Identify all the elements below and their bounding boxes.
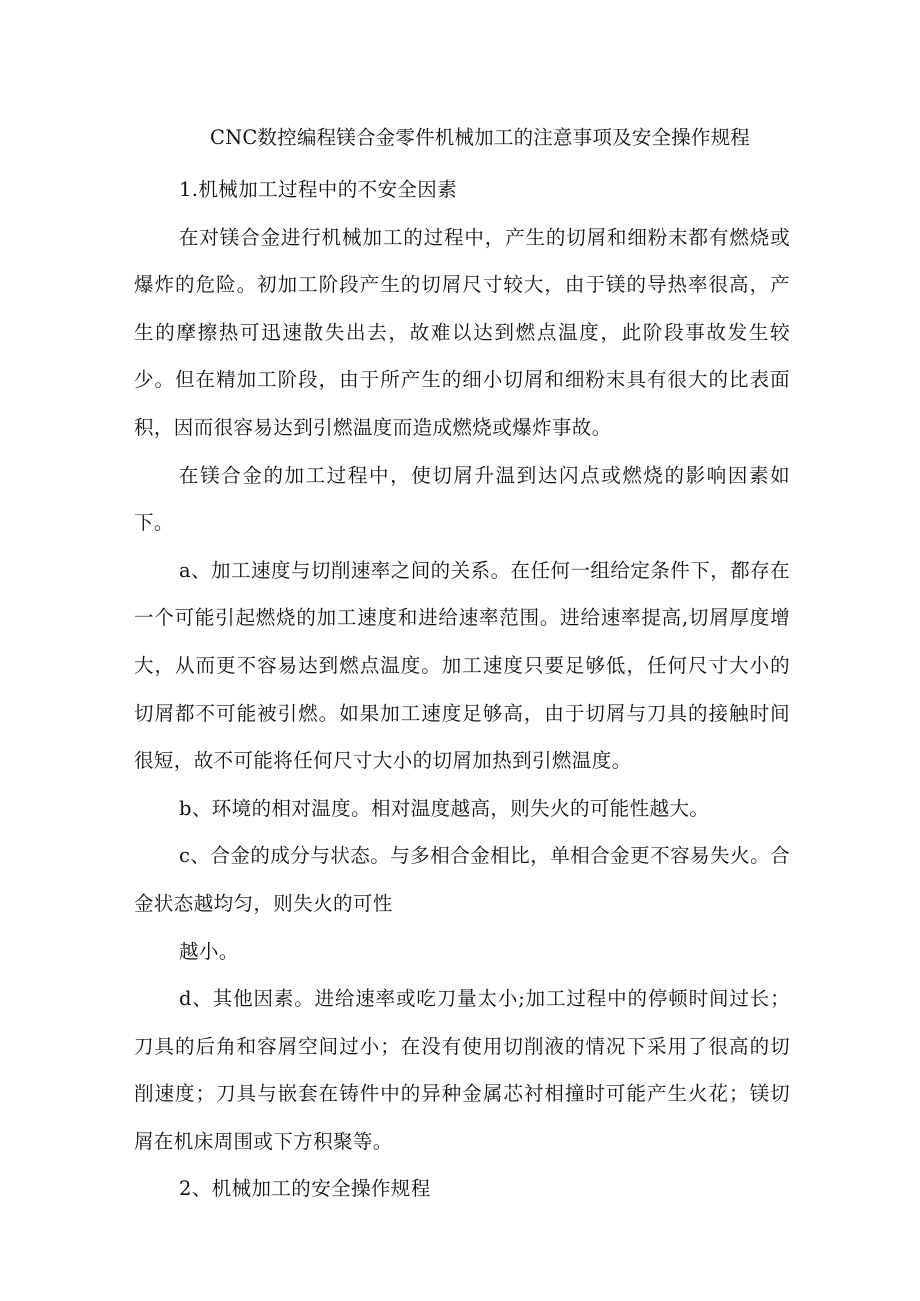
title-spacer — [134, 158, 790, 166]
paragraph-factor-a: a、加工速度与切削速率之间的关系。在任何一组给定条件下，都存在一个可能引起燃烧的加工速度和进给速率范围。进给速率提高,切屑厚度增大，从而更不容易达到燃点温度。加工速度只要足够低，任何尺寸大小的切屑都不可能被引燃。如果加工速度足够高，由于切屑与刀具的接触时间很短，故不可能将任何尺寸大小的切屑加热到引燃温度。 — [134, 558, 790, 773]
paragraph-factor-c-continued: 越小。 — [179, 939, 239, 963]
paragraph-factors-lead: 在镁合金的加工过程中，使切屑升温到达闪点或燃烧的影响因素如下。 — [134, 463, 790, 535]
paragraph-intro: 在对镁合金进行机械加工的过程中，产生的切屑和细粉末都有燃烧或爆炸的危险。初加工阶段产生的切屑尺寸较大，由于镁的导热率很高，产生的摩擦热可迅速散失出去，故难以达到燃点温度，此阶段事故发生较少。但在精加工阶段，由于所产生的细小切屑和细粉末具有很大的比表面积，因而很容易达到引燃温度而造成燃烧或爆炸事故。 — [134, 225, 790, 439]
paragraph-factor-b: b、环境的相对温度。相对温度越高，则失火的可能性越大。 — [179, 796, 710, 820]
paragraph-factor-d: d、其他因素。进给速率或吃刀量太小;加工过程中的停顿时间过长；刀具的后角和容屑空间过小；在没有使用切削液的情况下采用了很高的切削速度；刀具与嵌套在铸件中的异种金属芯衬相撞时可能产生火花；镁切屑在机床周围或下方积聚等。 — [134, 987, 790, 1153]
section-2-heading: 2、机械加工的安全操作规程 — [179, 1177, 431, 1201]
document-body — [134, 118, 790, 1213]
document-title: CNC数控编程镁合金零件机械加工的注意事项及安全操作规程 — [209, 126, 750, 149]
paragraph-factor-c: c、合金的成分与状态。与多相合金相比，单相合金更不容易失火。合金状态越均匀，则失火的可性 — [134, 844, 790, 915]
section-1-heading: 1.机械加工过程中的不安全因素 — [179, 178, 458, 201]
